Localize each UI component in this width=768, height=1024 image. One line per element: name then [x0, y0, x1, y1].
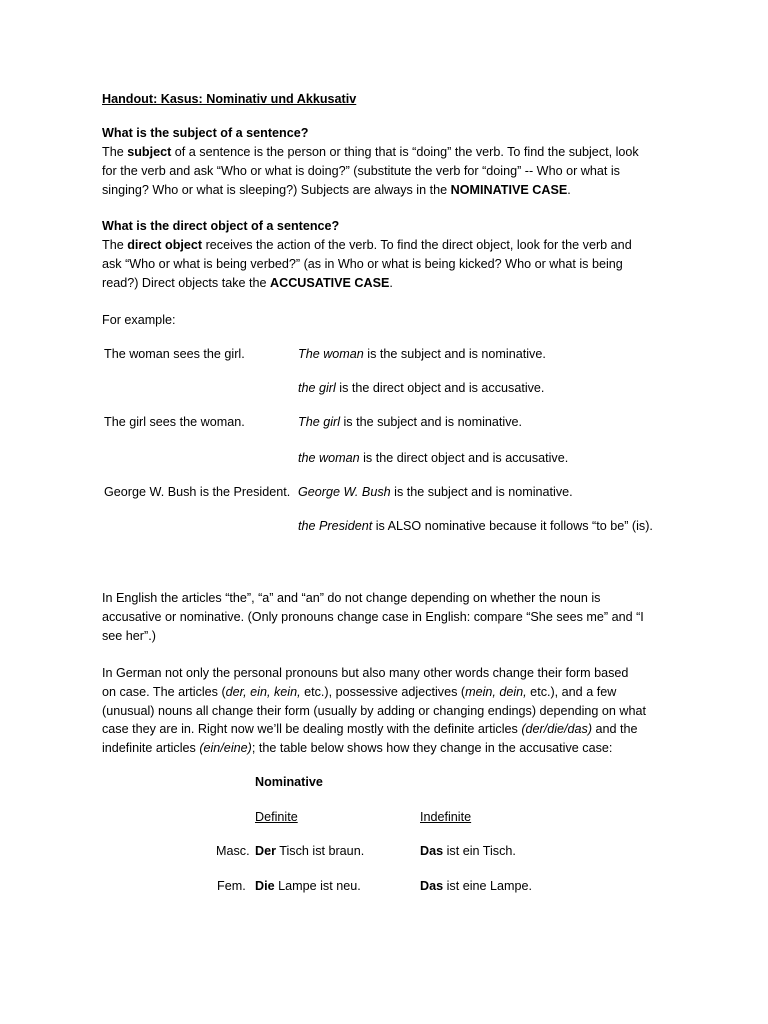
direct-object-term: direct object [127, 238, 203, 252]
subject-term: subject [127, 145, 172, 159]
subject-text: of a sentence is the person or thing that is “doing” the verb. To find the subject, look [171, 145, 639, 159]
case-heading-nominative: Nominative [255, 775, 323, 789]
cell-text: ist ein Tisch. [443, 844, 516, 858]
example-explanation [298, 483, 573, 501]
example-explanation [298, 449, 568, 467]
example-term: George W. Bush [298, 485, 391, 499]
german-text: case they are in. Right now we’ll be dealing mostly with the definite articles [102, 722, 522, 737]
german-text: ; the table below shows how they change in the accusative case: [251, 741, 613, 756]
subject-text: The [102, 145, 128, 159]
example-text: is the subject and is nominative. [390, 485, 573, 499]
example-text: is the direct object and is accusative. [359, 451, 569, 465]
example-explanation [298, 379, 544, 397]
for-example-label: For example: [102, 313, 176, 327]
cell-text: Tisch ist braun. [276, 844, 365, 858]
example-text: is the subject and is nominative. [363, 347, 546, 361]
subject-heading: What is the subject of a sentence? [102, 126, 309, 140]
example-term: The woman [298, 347, 364, 361]
english-text: In English the articles “the”, “a” and “an” do not change depending on whether the noun is [102, 591, 601, 605]
column-header-indefinite: Indefinite [420, 810, 472, 824]
example-sentence: The girl sees the woman. [104, 415, 245, 429]
article-term: Die [255, 879, 275, 893]
german-text: etc.), possessive adjectives ( [300, 684, 466, 699]
example-text: is ALSO nominative because it follows “to be” (is). [372, 519, 653, 533]
german-articles-paragraph [102, 664, 668, 758]
german-term: mein, dein, [465, 684, 527, 699]
english-text: accusative or nominative. (Only pronouns change case in English: compare “She sees me” and “I [102, 609, 644, 624]
object-text: read?) Direct objects take the [102, 275, 270, 290]
german-text: and the [592, 722, 638, 737]
example-term: the woman [298, 451, 360, 465]
example-explanation [298, 517, 653, 535]
gender-label-fem: Fem. [217, 879, 246, 893]
subject-text: . [567, 182, 571, 197]
definite-cell [255, 842, 364, 860]
german-text: etc.), and a few [526, 684, 617, 699]
object-text: ask “Who or what is being verbed?” (as in Who or what is being kicked? Who or what is being [102, 256, 623, 271]
column-header-definite: Definite [255, 810, 298, 824]
object-text: . [389, 275, 393, 290]
subject-text: singing? Who or what is sleeping?) Subjects are always in the [102, 182, 451, 197]
gender-label-masc: Masc. [216, 844, 250, 858]
german-text: In German not only the personal pronouns but also many other words change their form based [102, 666, 629, 680]
example-explanation [298, 413, 522, 431]
example-sentence: The woman sees the girl. [104, 347, 245, 361]
english-articles-paragraph [102, 589, 668, 645]
english-text: see her”.) [102, 628, 156, 643]
german-term: (der/die/das) [521, 722, 593, 737]
german-text: (unusual) nouns all change their form (usually by adding or changing endings) depending on what [102, 703, 646, 718]
handout-title: Handout: Kasus: Nominativ und Akkusativ [102, 92, 357, 106]
example-sentence: George W. Bush is the President. [104, 485, 291, 499]
example-text: is the direct object and is accusative. [335, 381, 545, 395]
example-term: The girl [298, 415, 340, 429]
german-term: der, ein, kein, [225, 684, 301, 699]
object-text: receives the action of the verb. To find the direct object, look for the verb and [202, 238, 632, 252]
example-text: is the subject and is nominative. [340, 415, 523, 429]
article-term: Der [255, 844, 276, 858]
indefinite-cell [420, 877, 532, 895]
german-text: indefinite articles [102, 741, 200, 756]
example-term: the President [298, 519, 373, 533]
object-text: The [102, 238, 128, 252]
indefinite-cell [420, 842, 516, 860]
example-term: the girl [298, 381, 336, 395]
object-paragraph [102, 236, 668, 292]
german-text: on case. The articles ( [102, 684, 226, 699]
example-explanation [298, 345, 546, 363]
article-term: Das [420, 844, 444, 858]
subject-paragraph [102, 143, 668, 199]
cell-text: Lampe ist neu. [274, 879, 361, 893]
accusative-case-term: ACCUSATIVE CASE [270, 275, 390, 290]
article-term: Das [420, 879, 444, 893]
cell-text: ist eine Lampe. [443, 879, 533, 893]
nominative-case-term: NOMINATIVE CASE [450, 182, 568, 197]
german-term: (ein/eine) [199, 741, 252, 756]
subject-text: for the verb and ask “Who or what is doing?” (substitute the verb for “doing” -- Who or what is [102, 163, 620, 178]
object-heading: What is the direct object of a sentence? [102, 219, 340, 233]
definite-cell [255, 877, 361, 895]
